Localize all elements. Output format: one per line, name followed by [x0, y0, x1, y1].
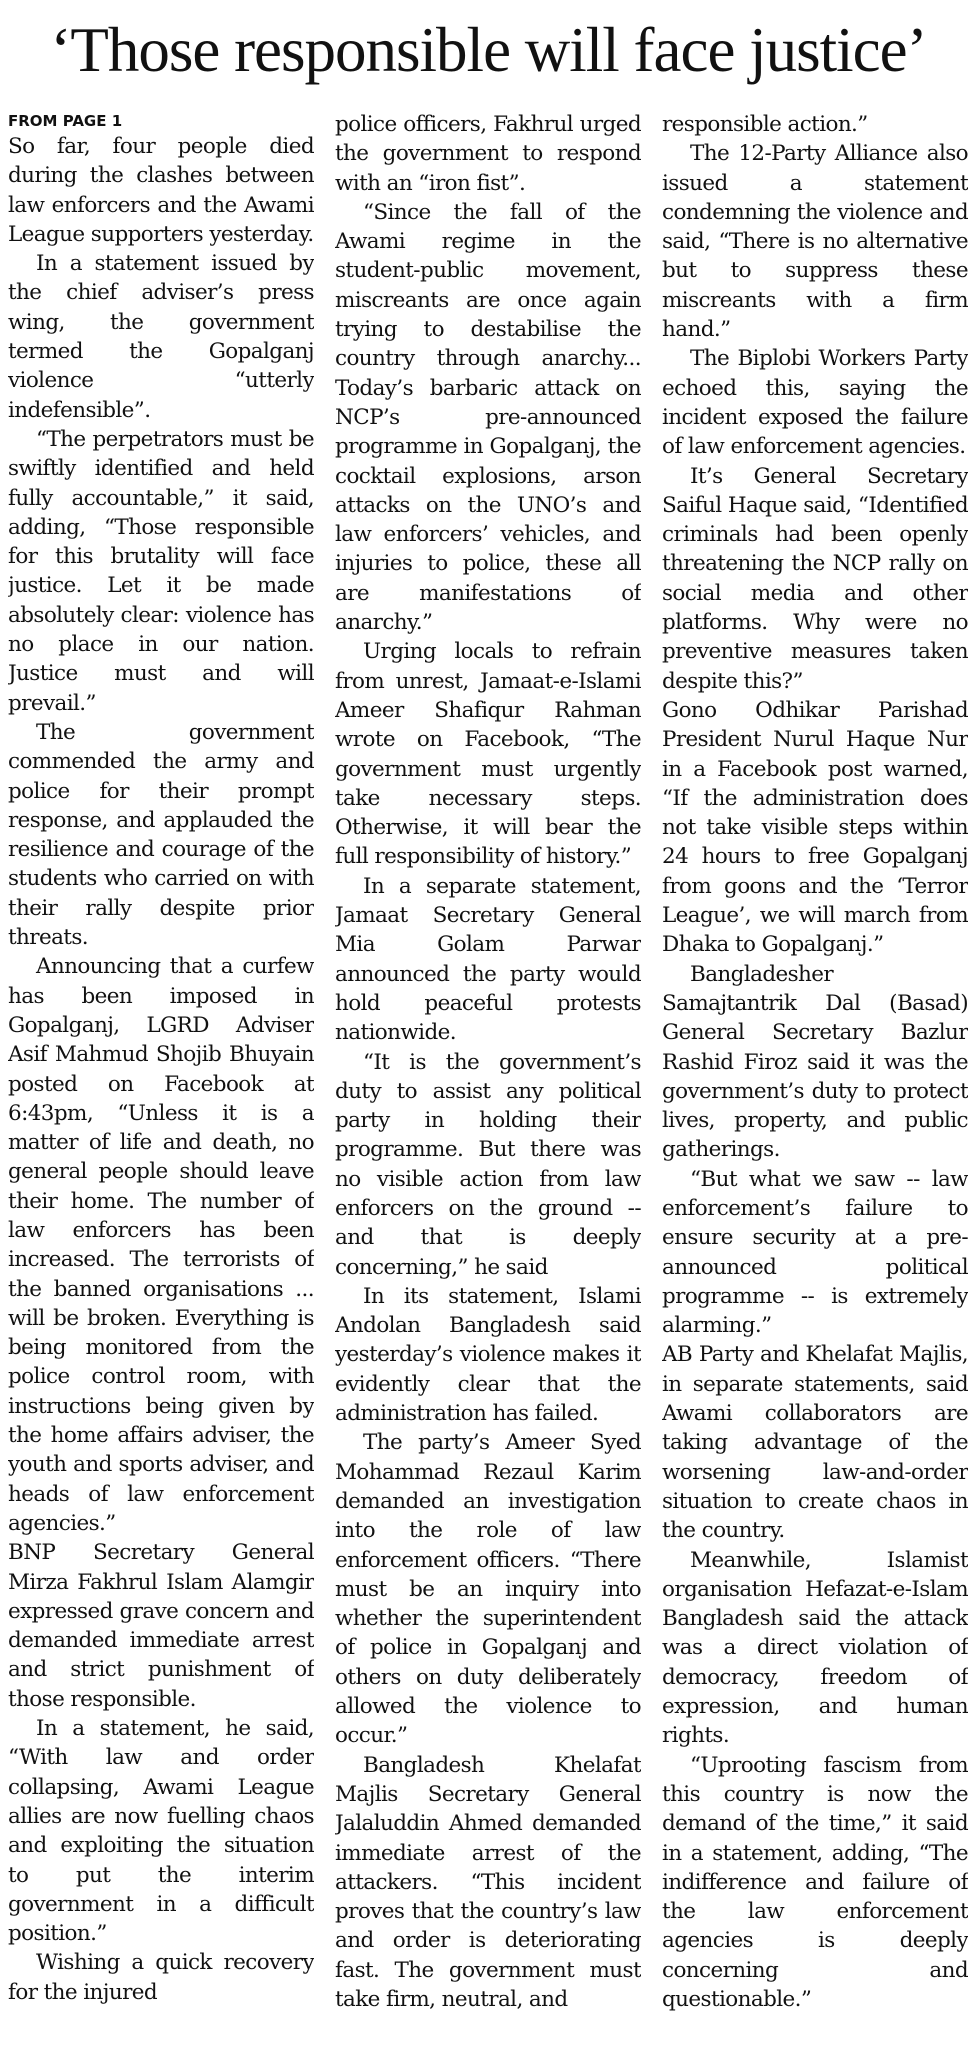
paragraph: “The perpetrators must be swiftly identified and held fully accountable,” it said, adding, “Those responsible for this brutality will face justice. Let it be made absolutely clear: violence has no place in our nation. Justice must and will prevail.”: [8, 426, 314, 716]
paragraph: In a separate statement, Jamaat Secretary General Mia Golam Parwar announced the party would hold peaceful protests nationwide.: [335, 873, 641, 1046]
headline: ‘Those responsible will face justice’: [50, 15, 927, 85]
paragraph: The Biplobi Workers Party echoed this, saying the incident exposed the failure of law enforcement agencies.: [662, 346, 968, 460]
paragraph: In a statement issued by the chief adviser’s press wing, the government termed the Gopalganj violence “utterly indefensible”.: [8, 251, 314, 423]
paragraph: police officers, Fakhrul urged the government to respond with an “iron fist”.: [335, 112, 641, 196]
kicker-from-page-1: FROM PAGE 1: [8, 112, 123, 130]
article-column-3: [662, 110, 968, 2052]
paragraph: Wishing a quick recovery for the injured: [8, 1950, 314, 2005]
paragraph: In its statement, Islami Andolan Bangladesh said yesterday’s violence makes it evidently clear that the administration has failed.: [335, 1283, 641, 1427]
paragraph: Bangladesh Khelafat Majlis Secretary General Jalaluddin Ahmed demanded immediate arrest of the attackers. “This incident proves that the country’s law and order is deteriorating fast. The government must take firm, neutral, and: [335, 1752, 641, 2012]
paragraph: The 12-Party Alliance also issued a statement condemning the violence and said, “There is no alternative but to suppress these miscreants with a firm hand.”: [662, 141, 968, 343]
paragraph: The party’s Ameer Syed Mohammad Rezaul Karim demanded an investigation into the role of law enforcement officers. “There must be an inquiry into whether the superintendent of police in Gopalganj and others on duty deliberately allowed the violence to occur.”: [335, 1430, 641, 1749]
paragraph: BNP Secretary General Mirza Fakhrul Islam Alamgir expressed grave concern and demanded immediate arrest and strict punishment of those responsible.: [8, 1540, 314, 1712]
paragraph: Urging locals to refrain from unrest, Jamaat-e-Islami Ameer Shafiqur Rahman wrote on Facebook, “The government must urgently take necessary steps. Otherwise, it will bear the full responsibility of history.”: [335, 639, 641, 870]
paragraph: Gono Odhikar Parishad President Nurul Haque Nur in a Facebook post warned, “If the administration does not take visible steps within 24 hours to free Gopalganj from goons and the ‘Terror League’, we will march from Dhaka to Gopalganj.”: [662, 697, 968, 958]
paragraph: “It is the government’s duty to assist any political party in holding their programme. But there was no visible action from law enforcers on the ground -- and that is deeply concerning,” he said: [335, 1049, 641, 1280]
paragraph: “Uprooting fascism from this country is now the demand of the time,” it said in a statement, adding, “The indifference and failure of the law enforcement agencies is deeply concerning and questionable.”: [662, 1752, 968, 2012]
paragraph: It’s General Secretary Saiful Haque said, “Identified criminals had been openly threatening the NCP rally on social media and other platforms. Why were no preventive measures taken despite this?”: [662, 463, 968, 694]
article-column-1: [8, 110, 314, 2052]
paragraph: responsible action.”: [662, 112, 868, 137]
paragraph: Bangladesher Samajtantrik Dal (Basad) General Secretary Bazlur Rashid Firoz said it was the government’s duty to protect lives, property, and public gatherings.: [662, 961, 968, 1163]
paragraph: The government commended the army and police for their prompt response, and applauded the resilience and courage of the students who carried on with their rally despite prior threats.: [8, 719, 314, 951]
paragraph: “Since the fall of the Awami regime in the student-public movement, miscreants are once again trying to destabilise the country through anarchy... Today’s barbaric attack on NCP’s pre-announced programme in Gopalganj, the cocktail explosions, arson attacks on the UNO’s and law enforcers’ vehicles, and injuries to police, these all are manifestations of anarchy.”: [335, 199, 641, 636]
article-column-2: [335, 110, 641, 2052]
paragraph: Meanwhile, Islamist organisation Hefazat-e-Islam Bangladesh said the attack was a direct violation of democracy, freedom of expression, and human rights.: [662, 1547, 968, 1749]
paragraph: Announcing that a curfew has been imposed in Gopalganj, LGRD Adviser Asif Mahmud Shojib Bhuyain posted on Facebook at 6:43pm, “Unless it is a matter of life and death, no general people should leave their home. The number of law enforcers has been increased. The terrorists of the banned organisations ... will be broken. Everything is being monitored from the police control room, with instructions being given by the home affairs adviser, the youth and sports adviser, and heads of law enforcement agencies.”: [8, 954, 314, 1536]
paragraph: “But what we saw -- law enforcement’s failure to ensure security at a pre-announced political programme -- is extremely alarming.”: [662, 1166, 968, 1339]
paragraph: AB Party and Khelafat Majlis, in separate statements, said Awami collaborators are taking advantage of the worsening law-and-order situation to create chaos in the country.: [662, 1342, 968, 1544]
paragraph: So far, four people died during the clashes between law enforcers and the Awami League supporters yesterday.: [8, 134, 314, 247]
paragraph: In a statement, he said, “With law and order collapsing, Awami League allies are now fuelling chaos and exploiting the situation to put the interim government in a difficult position.”: [8, 1716, 314, 1947]
